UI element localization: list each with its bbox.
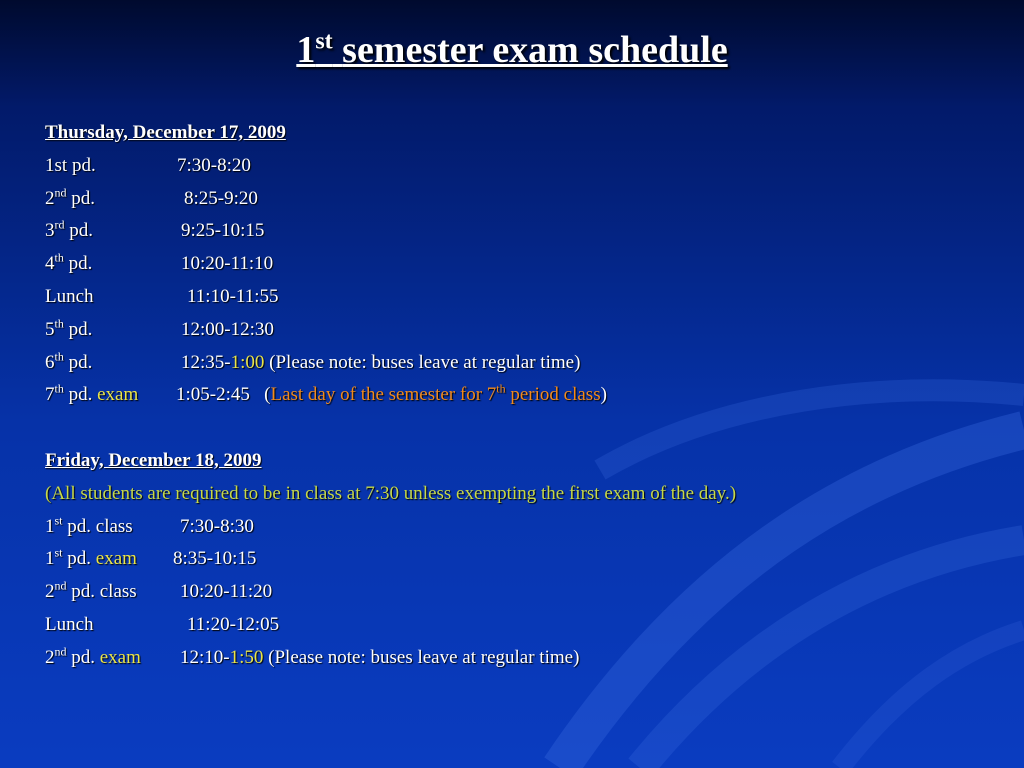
schedule-content	[45, 117, 1005, 675]
day1-row-5: 5th pd. 12:00-12:30	[45, 314, 1005, 347]
day2-row-lunch: Lunch 11:20-12:05	[45, 609, 1005, 642]
day1-row-6: 6th pd. 12:35-1:00 (Please note: buses leave at regular time)	[45, 347, 1005, 380]
time-range: 10:20-11:20	[180, 581, 273, 603]
day2-note: (All students are required to be in class at 7:30 unless exempting the first exam of the day.)	[45, 482, 737, 504]
day2-heading: Friday, December 18, 2009	[45, 449, 262, 471]
time-range: 11:20-12:05	[187, 613, 280, 635]
time-range: 12:10-1:50 (Please note: buses leave at regular time)	[180, 646, 580, 668]
time-range: 12:35-1:00 (Please note: buses leave at regular time)	[181, 351, 581, 373]
exam-label: exam	[95, 548, 137, 570]
time-range: 10:20-11:10	[181, 253, 274, 275]
exam-label: exam	[97, 384, 139, 406]
time-range: 11:10-11:55	[187, 285, 279, 307]
time-range: 12:00-12:30	[181, 318, 274, 340]
day1-row-4: 4th pd. 10:20-11:10	[45, 248, 1005, 281]
day1-row-7: 7th pd. exam 1:05-2:45 (Last day of the semester for 7th period class)	[45, 379, 1005, 412]
day2-row-1: 1st pd. class 7:30-8:30	[45, 511, 1005, 544]
day1-row-lunch: Lunch 11:10-11:55	[45, 281, 1005, 314]
day2-row-5: 2nd pd. exam 12:10-1:50 (Please note: buses leave at regular time)	[45, 642, 1005, 675]
exam-label: exam	[99, 646, 141, 668]
day1-heading: Thursday, December 17, 2009	[45, 122, 286, 143]
time-range: 8:35-10:15	[173, 548, 257, 570]
day2-row-2: 1st pd. exam 8:35-10:15	[45, 543, 1005, 576]
day1-row-3: 3rd pd. 9:25-10:15	[45, 215, 1005, 248]
time-range: 9:25-10:15	[181, 220, 265, 242]
day1-row-2: 2nd pd. 8:25-9:20	[45, 183, 1005, 216]
day2-row-3: 2nd pd. class 10:20-11:20	[45, 576, 1005, 609]
time-range: 1:05-2:45 (Last day of the semester for 7th period class)	[176, 382, 607, 406]
time-range: 8:25-9:20	[184, 187, 258, 209]
time-range: 7:30-8:30	[180, 515, 254, 537]
day1-row-1: 1st pd. 7:30-8:20	[45, 150, 1005, 183]
time-range: 7:30-8:20	[177, 154, 251, 176]
slide-title: 1st semester exam schedule	[296, 28, 728, 71]
